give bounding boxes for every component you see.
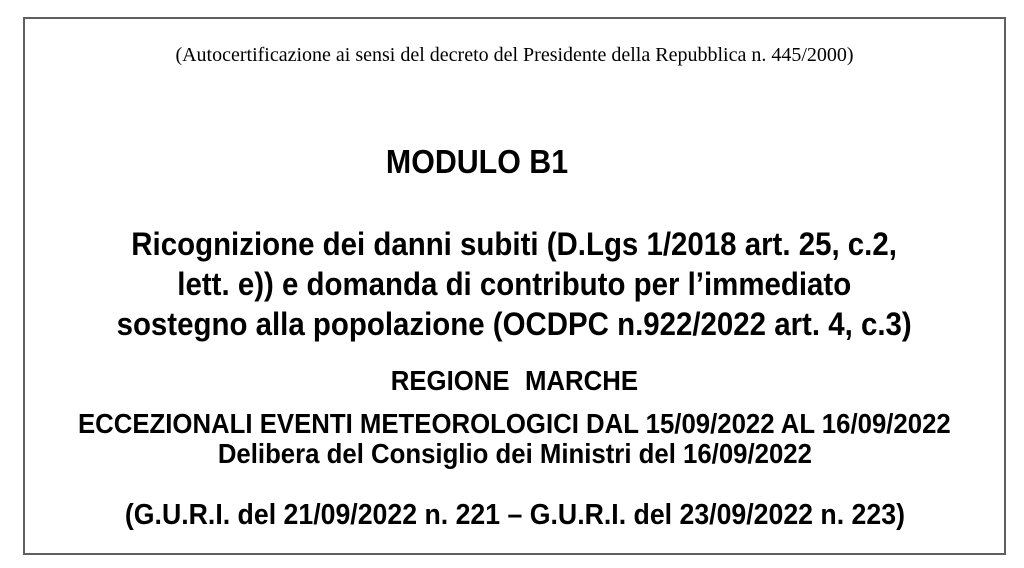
- autocertification-note-text: (Autocertificazione ai sensi del decreto del Presidente della Repubblica n. 445/2000): [175, 44, 854, 66]
- main-title-line-2: [25, 266, 1004, 303]
- delibera-subtitle: [25, 438, 1004, 470]
- main-title-line-1: [25, 226, 1004, 263]
- event-title: [25, 408, 1004, 440]
- autocertification-note: [25, 44, 1004, 67]
- module-title: [25, 143, 1004, 181]
- main-title-line-2-text: lett. e)) e domanda di contributo per l’immediato: [177, 266, 852, 302]
- main-title-line-3-text: sostegno alla popolazione (OCDPC n.922/2022 art. 4, c.3): [116, 306, 913, 342]
- event-title-text: ECCEZIONALI EVENTI METEOROLOGICI DAL 15/09/2022 AL 16/09/2022: [78, 408, 951, 439]
- main-title-line-1-text: Ricognizione dei danni subiti (D.Lgs 1/2018 art. 25, c.2,: [131, 226, 898, 262]
- module-title-text: MODULO B1: [385, 143, 568, 180]
- delibera-subtitle-text: Delibera del Consiglio dei Ministri del 16/09/2022: [217, 438, 812, 469]
- document-border-frame: [23, 17, 1006, 555]
- main-title-line-3: [25, 306, 1004, 343]
- guri-reference-text: (G.U.R.I. del 21/09/2022 n. 221 – G.U.R.I. del 23/09/2022 n. 223): [124, 499, 905, 531]
- guri-reference: [25, 499, 1004, 532]
- region-title: [25, 365, 1004, 397]
- region-title-text: REGIONE MARCHE: [390, 365, 639, 396]
